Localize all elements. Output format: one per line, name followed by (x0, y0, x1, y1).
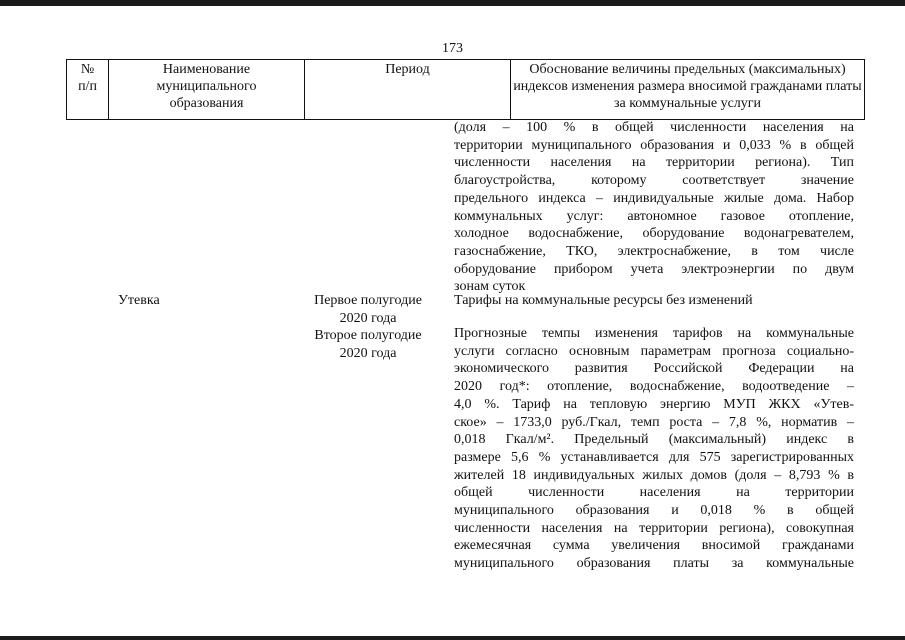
text-line: 2020 год*: отопление, водоснабжение, водоотведение – (454, 379, 854, 395)
continuation-basis-text (454, 119, 854, 296)
header-cell-number: № п/п (67, 60, 109, 120)
text-line: газоснабжение, ТКО, электроснабжение, в том числе (454, 243, 854, 259)
table-header-row (67, 60, 865, 120)
text-line: численности населения на территории региона). Тип (454, 155, 854, 171)
text-line: услуги согласно основным параметрам прогноза социально- (454, 343, 854, 359)
text-line: жителей 18 индивидуальных жилых домов (доля – 8,793 % в (454, 467, 854, 483)
text-line: зонам суток (454, 279, 526, 295)
text-line: ежемесячная сумма увеличения вносимой гражданами (454, 538, 854, 554)
header-cell-municipality: Наименование муниципального образования (109, 60, 305, 120)
text-line: территории муниципального образования и 0,033 % в общей (454, 137, 854, 153)
text-line: коммунальных услуг: автономное газовое отопление, (454, 208, 854, 224)
scan-bottom-border (0, 636, 905, 640)
text-line: благоустройства, которому соответствует значение (454, 173, 854, 189)
period-second-half: Второе полугодие 2020 года (314, 328, 422, 361)
municipality-name: Утевка (118, 293, 160, 308)
period-first-half: Первое полугодие 2020 года (314, 293, 422, 326)
text-line: Прогнозные темпы изменения тарифов на коммунальные (454, 326, 854, 341)
header-cell-period: Период (305, 60, 511, 120)
text-line: оборудование прибором учета электроэнергии по двум (454, 261, 854, 277)
scan-top-border (0, 0, 905, 6)
text-line: (доля – 100 % в общей численности населения на (454, 120, 854, 135)
text-line: предельного индекса – индивидуальные жилые дома. Набор (454, 190, 854, 206)
header-cell-basis: Обоснование величины предельных (максимальных) индексов изменения размера вносимой гражданами платы за коммунальные услуги (511, 60, 865, 120)
text-line: муниципального образования платы за коммунальные (454, 556, 854, 572)
text-line: общей численности населения на территории (454, 485, 854, 501)
first-half-basis-text: Тарифы на коммунальные ресурсы без изменений (454, 293, 753, 308)
text-line: ское» – 1733,0 руб./Гкал, темп роста – 7,8 %, норматив – (454, 414, 854, 430)
text-line: холодное водоснабжение, оборудование водонагревателем, (454, 226, 854, 242)
text-line: размере 5,6 % устанавливается для 575 зарегистрированных (454, 449, 854, 465)
text-line: 0,018 Гкал/м². Предельный (максимальный) индекс в (454, 432, 854, 448)
text-line: муниципального образования и 0,018 % в общей (454, 503, 854, 519)
second-half-basis-text (454, 325, 854, 573)
text-line: экономического развития Российской Федерации на (454, 361, 854, 377)
text-line: численности населения на территории региона), совокупная (454, 520, 854, 536)
page-number: 173 (442, 41, 463, 56)
table-header (66, 59, 865, 120)
text-line: 4,0 %. Тариф на тепловую энергию МУП ЖКХ «Утев- (454, 396, 854, 412)
